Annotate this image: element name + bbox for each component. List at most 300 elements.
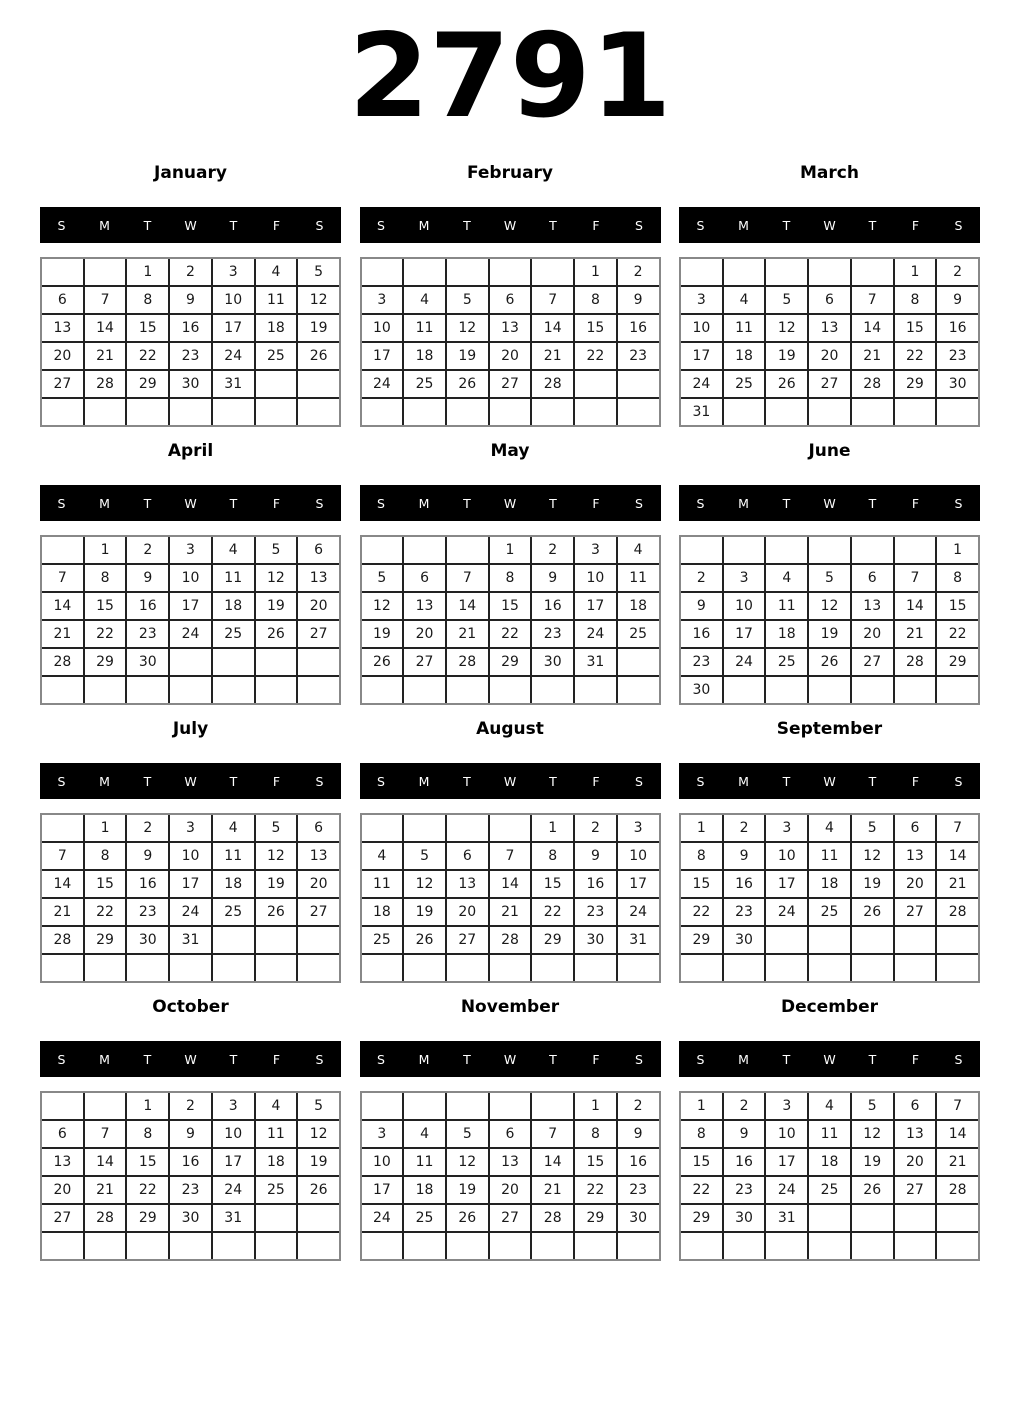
date-cell: 7 bbox=[937, 1093, 978, 1119]
date-cell: 29 bbox=[127, 371, 168, 397]
date-cell: 15 bbox=[85, 871, 126, 897]
date-cell: 23 bbox=[724, 1177, 765, 1203]
date-cell: 23 bbox=[724, 899, 765, 925]
date-cell: 12 bbox=[447, 1149, 488, 1175]
date-cell: 4 bbox=[766, 565, 807, 591]
empty-date-cell bbox=[42, 259, 83, 285]
date-cell: 25 bbox=[809, 899, 850, 925]
date-grid bbox=[40, 1091, 341, 1261]
date-cell: 1 bbox=[490, 537, 531, 563]
date-cell: 12 bbox=[852, 843, 893, 869]
date-cell: 26 bbox=[404, 927, 445, 953]
date-cell: 16 bbox=[724, 1149, 765, 1175]
empty-date-cell bbox=[618, 955, 659, 981]
month-title: January bbox=[154, 163, 227, 183]
day-of-week-label: W bbox=[503, 217, 517, 233]
date-cell: 27 bbox=[42, 371, 83, 397]
date-cell: 29 bbox=[681, 927, 722, 953]
day-of-week-label: M bbox=[99, 495, 110, 511]
date-cell: 24 bbox=[724, 649, 765, 675]
day-of-week-label: S bbox=[57, 217, 66, 233]
date-cell: 25 bbox=[404, 1205, 445, 1231]
date-grid bbox=[40, 813, 341, 983]
date-grid bbox=[679, 813, 980, 983]
empty-date-cell bbox=[362, 537, 403, 563]
date-cell: 22 bbox=[681, 899, 722, 925]
date-cell: 11 bbox=[809, 843, 850, 869]
date-cell: 29 bbox=[490, 649, 531, 675]
empty-date-cell bbox=[404, 259, 445, 285]
day-of-week-bar bbox=[679, 485, 980, 521]
date-cell: 21 bbox=[42, 621, 83, 647]
date-cell: 7 bbox=[490, 843, 531, 869]
empty-date-cell bbox=[127, 955, 168, 981]
date-cell: 9 bbox=[618, 1121, 659, 1147]
empty-date-cell bbox=[852, 927, 893, 953]
empty-date-cell bbox=[42, 1233, 83, 1259]
date-cell: 22 bbox=[575, 343, 616, 369]
date-cell: 21 bbox=[532, 1177, 573, 1203]
date-cell: 4 bbox=[256, 259, 297, 285]
date-grid bbox=[679, 535, 980, 705]
date-cell: 18 bbox=[256, 315, 297, 341]
date-cell: 7 bbox=[85, 287, 126, 313]
date-cell: 8 bbox=[532, 843, 573, 869]
date-cell: 8 bbox=[681, 843, 722, 869]
date-cell: 13 bbox=[852, 593, 893, 619]
empty-date-cell bbox=[298, 677, 339, 703]
empty-date-cell bbox=[404, 1093, 445, 1119]
empty-date-cell bbox=[447, 815, 488, 841]
empty-date-cell bbox=[42, 399, 83, 425]
empty-date-cell bbox=[575, 1233, 616, 1259]
empty-date-cell bbox=[681, 537, 722, 563]
date-cell: 8 bbox=[85, 565, 126, 591]
date-cell: 17 bbox=[575, 593, 616, 619]
empty-date-cell bbox=[127, 1233, 168, 1259]
date-cell: 20 bbox=[447, 899, 488, 925]
date-cell: 8 bbox=[895, 287, 936, 313]
empty-date-cell bbox=[213, 1233, 254, 1259]
day-of-week-label: W bbox=[503, 773, 517, 789]
date-cell: 5 bbox=[404, 843, 445, 869]
date-cell: 4 bbox=[362, 843, 403, 869]
date-cell: 13 bbox=[895, 843, 936, 869]
empty-date-cell bbox=[42, 815, 83, 841]
date-cell: 30 bbox=[170, 371, 211, 397]
date-cell: 11 bbox=[362, 871, 403, 897]
empty-date-cell bbox=[766, 955, 807, 981]
empty-date-cell bbox=[170, 955, 211, 981]
date-cell: 25 bbox=[809, 1177, 850, 1203]
empty-date-cell bbox=[852, 677, 893, 703]
date-cell: 11 bbox=[404, 315, 445, 341]
date-cell: 22 bbox=[85, 621, 126, 647]
empty-date-cell bbox=[766, 537, 807, 563]
date-cell: 11 bbox=[256, 1121, 297, 1147]
date-cell: 2 bbox=[724, 815, 765, 841]
date-cell: 27 bbox=[298, 621, 339, 647]
date-cell: 6 bbox=[852, 565, 893, 591]
day-of-week-label: F bbox=[592, 773, 600, 789]
empty-date-cell bbox=[937, 955, 978, 981]
date-cell: 14 bbox=[447, 593, 488, 619]
date-cell: 18 bbox=[362, 899, 403, 925]
date-cell: 11 bbox=[766, 593, 807, 619]
date-cell: 28 bbox=[937, 899, 978, 925]
day-of-week-bar bbox=[679, 1041, 980, 1077]
date-cell: 26 bbox=[809, 649, 850, 675]
date-cell: 7 bbox=[42, 565, 83, 591]
date-cell: 5 bbox=[362, 565, 403, 591]
empty-date-cell bbox=[490, 1093, 531, 1119]
date-cell: 18 bbox=[213, 593, 254, 619]
empty-date-cell bbox=[447, 955, 488, 981]
date-cell: 15 bbox=[575, 315, 616, 341]
date-cell: 19 bbox=[298, 315, 339, 341]
date-cell: 18 bbox=[766, 621, 807, 647]
date-cell: 13 bbox=[42, 1149, 83, 1175]
date-cell: 9 bbox=[127, 843, 168, 869]
day-of-week-label: F bbox=[272, 773, 281, 789]
empty-date-cell bbox=[170, 677, 211, 703]
date-cell: 26 bbox=[852, 1177, 893, 1203]
date-cell: 13 bbox=[447, 871, 488, 897]
date-cell: 18 bbox=[256, 1149, 297, 1175]
date-cell: 13 bbox=[490, 1149, 531, 1175]
date-cell: 13 bbox=[42, 315, 83, 341]
date-cell: 9 bbox=[618, 287, 659, 313]
date-cell: 14 bbox=[85, 315, 126, 341]
empty-date-cell bbox=[490, 955, 531, 981]
empty-date-cell bbox=[213, 955, 254, 981]
date-cell: 7 bbox=[85, 1121, 126, 1147]
empty-date-cell bbox=[766, 259, 807, 285]
day-of-week-label: F bbox=[911, 1051, 920, 1067]
date-cell: 20 bbox=[42, 343, 83, 369]
date-cell: 29 bbox=[575, 1205, 616, 1231]
date-cell: 16 bbox=[618, 315, 659, 341]
day-of-week-label: S bbox=[635, 217, 643, 233]
empty-date-cell bbox=[127, 677, 168, 703]
date-cell: 25 bbox=[766, 649, 807, 675]
date-cell: 19 bbox=[256, 871, 297, 897]
date-cell: 8 bbox=[127, 1121, 168, 1147]
empty-date-cell bbox=[490, 1233, 531, 1259]
date-cell: 15 bbox=[532, 871, 573, 897]
date-cell: 12 bbox=[362, 593, 403, 619]
date-cell: 22 bbox=[85, 899, 126, 925]
day-of-week-label: T bbox=[782, 217, 791, 233]
date-cell: 26 bbox=[298, 343, 339, 369]
empty-date-cell bbox=[170, 1233, 211, 1259]
empty-date-cell bbox=[404, 1233, 445, 1259]
day-of-week-label: S bbox=[635, 495, 643, 511]
date-cell: 16 bbox=[170, 315, 211, 341]
empty-date-cell bbox=[724, 537, 765, 563]
date-cell: 20 bbox=[42, 1177, 83, 1203]
date-cell: 18 bbox=[404, 1177, 445, 1203]
date-cell: 30 bbox=[724, 1205, 765, 1231]
date-cell: 2 bbox=[575, 815, 616, 841]
date-cell: 4 bbox=[618, 537, 659, 563]
date-cell: 9 bbox=[170, 1121, 211, 1147]
empty-date-cell bbox=[852, 1233, 893, 1259]
day-of-week-label: M bbox=[418, 495, 430, 511]
date-cell: 9 bbox=[532, 565, 573, 591]
day-of-week-label: T bbox=[463, 773, 471, 789]
day-of-week-label: F bbox=[911, 773, 920, 789]
date-cell: 26 bbox=[447, 1205, 488, 1231]
empty-date-cell bbox=[256, 677, 297, 703]
month-title: November bbox=[460, 997, 560, 1017]
date-cell: 14 bbox=[532, 1149, 573, 1175]
empty-date-cell bbox=[852, 399, 893, 425]
empty-date-cell bbox=[575, 371, 616, 397]
date-cell: 25 bbox=[213, 621, 254, 647]
date-cell: 25 bbox=[362, 927, 403, 953]
day-of-week-label: W bbox=[184, 773, 197, 789]
month-block bbox=[679, 440, 980, 705]
date-cell: 23 bbox=[532, 621, 573, 647]
day-of-week-label: T bbox=[782, 495, 791, 511]
empty-date-cell bbox=[85, 259, 126, 285]
date-cell: 31 bbox=[213, 1205, 254, 1231]
day-of-week-label: W bbox=[823, 1051, 836, 1067]
date-cell: 6 bbox=[490, 1121, 531, 1147]
day-of-week-label: S bbox=[377, 1051, 385, 1067]
month-title: April bbox=[167, 441, 214, 461]
date-cell: 12 bbox=[809, 593, 850, 619]
day-of-week-bar bbox=[360, 485, 661, 521]
empty-date-cell bbox=[298, 371, 339, 397]
empty-date-cell bbox=[85, 399, 126, 425]
date-cell: 1 bbox=[681, 815, 722, 841]
date-cell: 20 bbox=[490, 343, 531, 369]
empty-date-cell bbox=[170, 649, 211, 675]
date-cell: 6 bbox=[42, 287, 83, 313]
date-cell: 3 bbox=[170, 537, 211, 563]
date-cell: 5 bbox=[766, 287, 807, 313]
date-cell: 5 bbox=[256, 815, 297, 841]
date-cell: 19 bbox=[852, 871, 893, 897]
day-of-week-label: T bbox=[463, 495, 471, 511]
empty-date-cell bbox=[618, 1233, 659, 1259]
date-cell: 1 bbox=[895, 259, 936, 285]
day-of-week-label: S bbox=[696, 495, 705, 511]
day-of-week-label: S bbox=[377, 217, 385, 233]
empty-date-cell bbox=[298, 927, 339, 953]
empty-date-cell bbox=[127, 399, 168, 425]
date-cell: 16 bbox=[170, 1149, 211, 1175]
date-cell: 21 bbox=[937, 871, 978, 897]
date-cell: 24 bbox=[362, 371, 403, 397]
date-cell: 6 bbox=[895, 1093, 936, 1119]
date-cell: 24 bbox=[213, 1177, 254, 1203]
date-cell: 18 bbox=[213, 871, 254, 897]
day-of-week-label: T bbox=[868, 1051, 877, 1067]
day-of-week-label: S bbox=[377, 495, 385, 511]
date-grid bbox=[40, 257, 341, 427]
empty-date-cell bbox=[490, 399, 531, 425]
empty-date-cell bbox=[575, 399, 616, 425]
empty-date-cell bbox=[852, 537, 893, 563]
date-cell: 10 bbox=[170, 843, 211, 869]
empty-date-cell bbox=[809, 537, 850, 563]
date-cell: 26 bbox=[362, 649, 403, 675]
day-of-week-label: S bbox=[954, 217, 963, 233]
date-cell: 27 bbox=[42, 1205, 83, 1231]
day-of-week-label: W bbox=[184, 1051, 197, 1067]
date-cell: 9 bbox=[681, 593, 722, 619]
date-cell: 28 bbox=[532, 371, 573, 397]
date-cell: 21 bbox=[532, 343, 573, 369]
empty-date-cell bbox=[362, 1233, 403, 1259]
day-of-week-label: M bbox=[418, 1051, 430, 1067]
empty-date-cell bbox=[724, 677, 765, 703]
date-cell: 23 bbox=[618, 343, 659, 369]
date-cell: 21 bbox=[490, 899, 531, 925]
date-cell: 3 bbox=[618, 815, 659, 841]
empty-date-cell bbox=[937, 399, 978, 425]
date-cell: 15 bbox=[127, 315, 168, 341]
date-cell: 10 bbox=[213, 287, 254, 313]
date-cell: 30 bbox=[127, 649, 168, 675]
date-cell: 22 bbox=[490, 621, 531, 647]
day-of-week-bar bbox=[40, 485, 341, 521]
day-of-week-label: S bbox=[954, 773, 963, 789]
date-grid bbox=[360, 1091, 661, 1261]
month-title: June bbox=[808, 441, 851, 461]
date-cell: 11 bbox=[404, 1149, 445, 1175]
date-cell: 13 bbox=[298, 565, 339, 591]
empty-date-cell bbox=[809, 955, 850, 981]
empty-date-cell bbox=[618, 399, 659, 425]
date-cell: 11 bbox=[256, 287, 297, 313]
day-of-week-bar bbox=[679, 763, 980, 799]
date-cell: 2 bbox=[618, 259, 659, 285]
date-cell: 19 bbox=[404, 899, 445, 925]
date-cell: 13 bbox=[490, 315, 531, 341]
date-cell: 14 bbox=[532, 315, 573, 341]
date-cell: 23 bbox=[575, 899, 616, 925]
date-cell: 26 bbox=[256, 621, 297, 647]
date-cell: 26 bbox=[256, 899, 297, 925]
empty-date-cell bbox=[85, 1093, 126, 1119]
date-cell: 17 bbox=[618, 871, 659, 897]
date-cell: 10 bbox=[766, 1121, 807, 1147]
empty-date-cell bbox=[362, 955, 403, 981]
date-cell: 23 bbox=[618, 1177, 659, 1203]
date-cell: 29 bbox=[895, 371, 936, 397]
date-cell: 6 bbox=[404, 565, 445, 591]
date-cell: 15 bbox=[681, 871, 722, 897]
date-grid bbox=[679, 257, 980, 427]
empty-date-cell bbox=[298, 649, 339, 675]
date-cell: 25 bbox=[724, 371, 765, 397]
date-cell: 3 bbox=[170, 815, 211, 841]
date-cell: 16 bbox=[618, 1149, 659, 1175]
day-of-week-label: S bbox=[315, 217, 324, 233]
date-cell: 11 bbox=[213, 843, 254, 869]
empty-date-cell bbox=[447, 1233, 488, 1259]
date-cell: 2 bbox=[532, 537, 573, 563]
day-of-week-label: F bbox=[911, 217, 920, 233]
day-of-week-label: S bbox=[696, 773, 705, 789]
date-cell: 18 bbox=[809, 1149, 850, 1175]
date-cell: 22 bbox=[895, 343, 936, 369]
date-cell: 23 bbox=[170, 343, 211, 369]
date-cell: 9 bbox=[937, 287, 978, 313]
date-cell: 16 bbox=[127, 871, 168, 897]
day-of-week-label: M bbox=[99, 1051, 110, 1067]
date-cell: 25 bbox=[213, 899, 254, 925]
date-cell: 22 bbox=[575, 1177, 616, 1203]
date-cell: 16 bbox=[681, 621, 722, 647]
date-cell: 4 bbox=[404, 1121, 445, 1147]
empty-date-cell bbox=[85, 677, 126, 703]
date-cell: 14 bbox=[937, 1121, 978, 1147]
date-cell: 4 bbox=[809, 1093, 850, 1119]
empty-date-cell bbox=[895, 955, 936, 981]
date-cell: 18 bbox=[724, 343, 765, 369]
month-block bbox=[679, 996, 980, 1261]
month-block bbox=[360, 440, 661, 705]
date-cell: 9 bbox=[724, 843, 765, 869]
date-cell: 10 bbox=[724, 593, 765, 619]
date-cell: 16 bbox=[937, 315, 978, 341]
date-cell: 12 bbox=[298, 287, 339, 313]
day-of-week-label: W bbox=[184, 495, 197, 511]
date-cell: 24 bbox=[681, 371, 722, 397]
date-cell: 2 bbox=[170, 1093, 211, 1119]
empty-date-cell bbox=[447, 399, 488, 425]
date-cell: 22 bbox=[937, 621, 978, 647]
date-grid bbox=[360, 813, 661, 983]
date-cell: 28 bbox=[895, 649, 936, 675]
empty-date-cell bbox=[895, 399, 936, 425]
day-of-week-label: T bbox=[463, 1051, 471, 1067]
empty-date-cell bbox=[532, 955, 573, 981]
date-cell: 5 bbox=[298, 259, 339, 285]
date-cell: 22 bbox=[127, 343, 168, 369]
date-cell: 29 bbox=[127, 1205, 168, 1231]
date-cell: 31 bbox=[170, 927, 211, 953]
day-of-week-label: F bbox=[592, 217, 600, 233]
empty-date-cell bbox=[213, 649, 254, 675]
date-cell: 6 bbox=[42, 1121, 83, 1147]
date-cell: 22 bbox=[681, 1177, 722, 1203]
date-cell: 15 bbox=[895, 315, 936, 341]
empty-date-cell bbox=[766, 399, 807, 425]
date-cell: 3 bbox=[766, 1093, 807, 1119]
date-cell: 4 bbox=[809, 815, 850, 841]
day-of-week-label: T bbox=[782, 1051, 791, 1067]
date-cell: 31 bbox=[618, 927, 659, 953]
empty-date-cell bbox=[213, 399, 254, 425]
date-cell: 12 bbox=[766, 315, 807, 341]
date-cell: 28 bbox=[85, 1205, 126, 1231]
date-cell: 4 bbox=[256, 1093, 297, 1119]
date-cell: 27 bbox=[447, 927, 488, 953]
empty-date-cell bbox=[85, 1233, 126, 1259]
date-cell: 13 bbox=[809, 315, 850, 341]
date-cell: 12 bbox=[447, 315, 488, 341]
date-cell: 28 bbox=[532, 1205, 573, 1231]
date-cell: 29 bbox=[85, 927, 126, 953]
day-of-week-label: W bbox=[503, 1051, 517, 1067]
empty-date-cell bbox=[213, 677, 254, 703]
